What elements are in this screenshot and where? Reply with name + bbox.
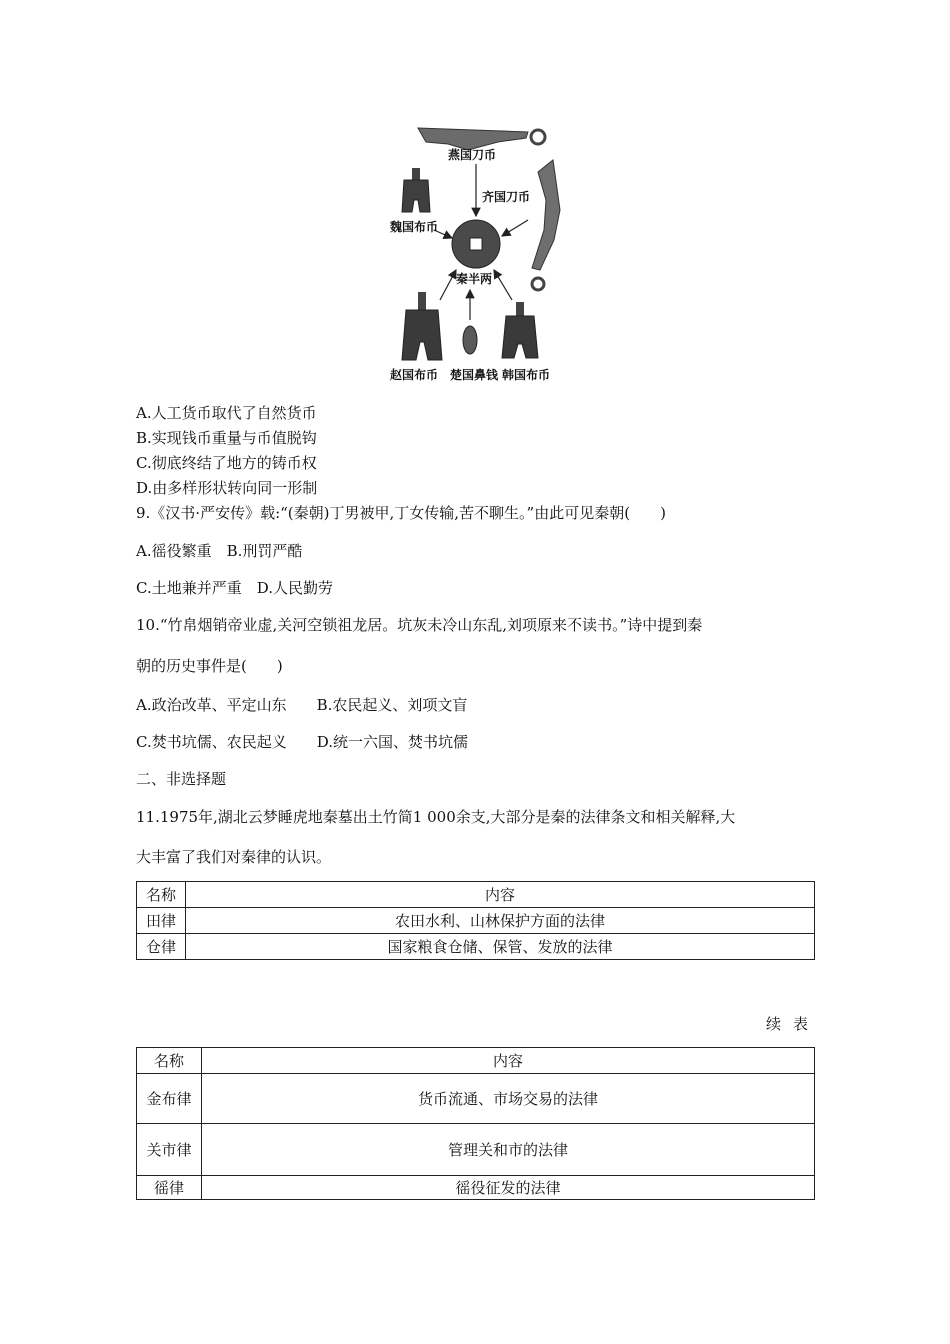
law-name: 田律 — [137, 908, 186, 934]
law-content: 国家粮食仓储、保管、发放的法律 — [186, 934, 815, 960]
law-content: 徭役征发的法律 — [202, 1176, 815, 1200]
qin-coin-figure — [378, 120, 578, 390]
table-row — [137, 1074, 815, 1124]
header-content: 内容 — [202, 1048, 815, 1074]
table-row — [137, 908, 815, 934]
q11-stem-line1: 11.1975年,湖北云梦睡虎地秦墓出土竹简1 000余支,大部分是秦的法律条文和相关解释,大 — [136, 808, 736, 826]
label-yan-knife-coin: 燕国刀币 — [448, 148, 497, 162]
q8-option-a: A.人工货币取代了自然货币 — [136, 404, 317, 422]
table-header-row — [137, 882, 815, 908]
table-header-row — [137, 1048, 815, 1074]
qin-banliang-coin — [452, 220, 500, 268]
han-spade-coin — [502, 302, 538, 358]
q8-option-c: C.彻底终结了地方的铸币权 — [136, 454, 317, 472]
law-name: 金布律 — [137, 1074, 202, 1124]
zhao-spade-coin — [402, 292, 442, 360]
header-content: 内容 — [186, 882, 815, 908]
q11-stem-line2: 大丰富了我们对秦律的认识。 — [136, 848, 332, 866]
q8-option-b: B.实现钱币重量与币值脱钩 — [136, 429, 317, 447]
law-name: 仓律 — [137, 934, 186, 960]
law-table-part2 — [136, 1047, 815, 1200]
header-name: 名称 — [137, 882, 186, 908]
label-wei-spade-coin: 魏国布币 — [390, 220, 439, 234]
label-zhao-spade-coin: 赵国布币 — [390, 368, 439, 382]
table-row — [137, 1176, 815, 1200]
q10-options-cd: C.焚书坑儒、农民起义 D.统一六国、焚书坑儒 — [136, 733, 468, 751]
q9-stem: 9.《汉书·严安传》载:“(秦朝)丁男被甲,丁女传输,苦不聊生。”由此可见秦朝( ) — [136, 504, 666, 522]
q10-options-ab: A.政治改革、平定山东 B.农民起义、刘项文盲 — [136, 696, 468, 714]
section-heading: 二、非选择题 — [136, 770, 227, 788]
label-qin-banliang: 秦半两 — [456, 272, 493, 286]
continued-table-label: 续表 — [766, 1015, 821, 1033]
q8-option-d: D.由多样形状转向同一形制 — [136, 479, 318, 497]
table-row — [137, 1124, 815, 1176]
header-name: 名称 — [137, 1048, 202, 1074]
law-content: 货币流通、市场交易的法律 — [202, 1074, 815, 1124]
law-table-part1 — [136, 881, 815, 960]
label-qi-knife-coin: 齐国刀币 — [482, 190, 531, 204]
law-content: 管理关和市的法律 — [202, 1124, 815, 1176]
q10-stem-line1: 10.“竹帛烟销帝业虚,关河空锁祖龙居。坑灰未冷山东乱,刘项原来不读书。”诗中提到秦 — [136, 616, 703, 634]
label-chu-antnose-coin: 楚国鼻钱 — [450, 368, 499, 382]
wei-spade-coin — [402, 168, 430, 212]
label-han-spade-coin: 韩国布币 — [502, 368, 551, 382]
law-name: 关市律 — [137, 1124, 202, 1176]
law-content: 农田水利、山林保护方面的法律 — [186, 908, 815, 934]
chu-antnose-coin — [463, 326, 477, 354]
q9-options-ab: A.徭役繁重 B.刑罚严酷 — [136, 542, 303, 560]
law-name: 徭律 — [137, 1176, 202, 1200]
q9-options-cd: C.土地兼并严重 D.人民勤劳 — [136, 579, 333, 597]
q10-stem-line2: 朝的历史事件是( ) — [136, 657, 283, 675]
qi-knife-coin — [532, 160, 560, 290]
table-row — [137, 934, 815, 960]
